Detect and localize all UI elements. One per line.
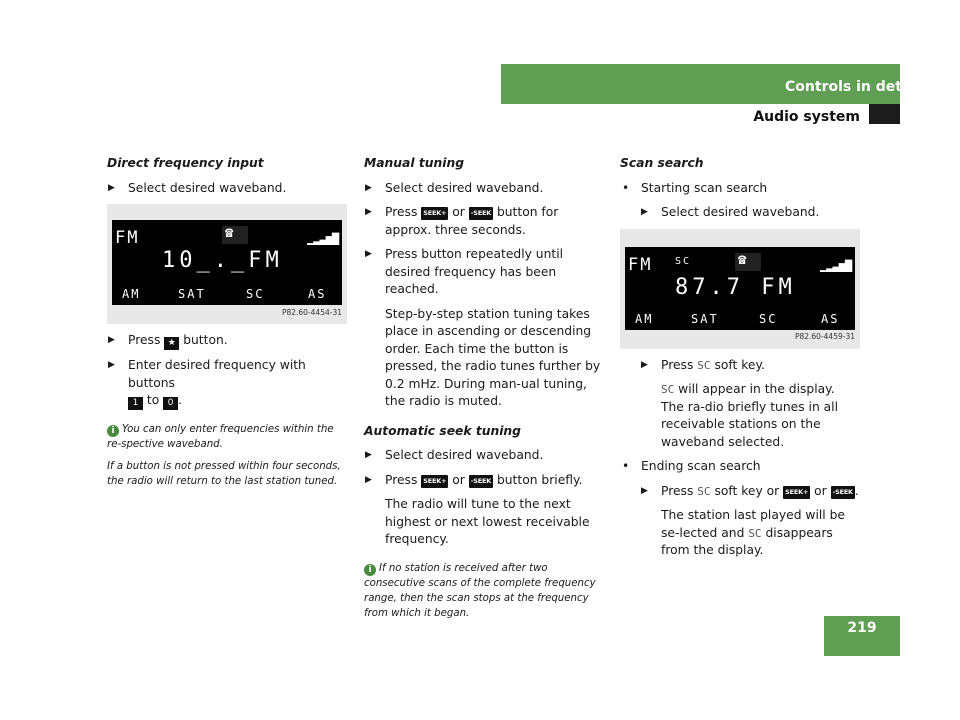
text: . (854, 483, 859, 498)
step-press-repeatedly: ▶ Press button repeatedly until desired frequency has been reached. (364, 246, 604, 299)
lcd-screen (112, 220, 342, 305)
radio-display-1 (107, 204, 347, 324)
text: The station last played will be se-lected and (661, 508, 845, 540)
lcd-screen (625, 247, 855, 330)
sc-label: SC (748, 526, 762, 540)
note-waveband (107, 422, 347, 452)
note-timeout: If a button is not pressed within four seconds, the radio will return to the last station tuned. (107, 461, 341, 487)
softkey-sc: SC (246, 287, 265, 301)
lcd-sc-indicator: SC (675, 255, 692, 267)
softkey-sat: SAT (178, 287, 206, 301)
step-press-seek-brief (364, 472, 604, 490)
paragraph-sc-appears (620, 381, 860, 451)
paragraph-step-tuning: Step-by-step station tuning takes place in ascending or descending order. Each time the button is pressed, the radio tunes further by 0.2 mHz. During man-ual tuning, the radio is muted. (385, 306, 601, 408)
phone-icon: ☎ (225, 225, 234, 241)
info-icon: i (364, 564, 376, 576)
signal-strength-icon: ▁▂▃▅▇ (307, 231, 339, 245)
phone-icon: ☎ (738, 251, 747, 268)
text: Press (661, 483, 698, 498)
header-title: Controls in detail (785, 79, 921, 95)
figure-ref: P82.60-4459-31 (794, 332, 855, 341)
text: Enter desired frequency with buttons (128, 358, 306, 390)
seek-plus-icon: SEEK+ (421, 475, 448, 488)
heading-automatic-seek: Automatic seek tuning (364, 423, 521, 438)
info-icon: i (107, 425, 119, 437)
step-select-waveband: ▶ Select desired waveband. (107, 180, 347, 198)
key-0-icon: 0 (163, 397, 178, 410)
sc-label: SC (661, 383, 675, 396)
lcd-frequency: 10_._FM (162, 248, 283, 273)
column-scan-search (620, 155, 860, 567)
softkey-as: AS (308, 287, 327, 301)
bullet-start-scan: • Starting scan search (620, 180, 860, 198)
step-select-waveband: ▶ Select desired waveband. (364, 180, 604, 198)
step-press-star (107, 332, 347, 350)
text: Press (661, 357, 698, 372)
text: soft key or (710, 483, 784, 498)
heading-direct-frequency: Direct frequency input (107, 156, 264, 170)
seek-minus-icon: -SEEK (469, 475, 493, 488)
page-number: 219 (847, 620, 877, 636)
step-press-sc (620, 357, 860, 375)
bullet-end-scan: • Ending scan search (620, 458, 860, 476)
text: . (178, 393, 183, 407)
text: disappears from the display. (661, 525, 833, 557)
header-block (869, 104, 900, 124)
lcd-band: FM (115, 228, 140, 248)
sc-label: SC (697, 358, 711, 372)
heading-manual-tuning: Manual tuning (364, 156, 464, 170)
column-manual-tuning (364, 155, 604, 628)
softkey-sc: SC (759, 311, 778, 326)
text: or (448, 205, 469, 219)
star-key-icon: ★ (164, 337, 179, 350)
text: Press (385, 472, 418, 487)
text: button. (179, 333, 228, 347)
softkey-sat: SAT (691, 311, 719, 326)
figure-ref: P82.60-4454-31 (281, 307, 342, 317)
text: soft key. (710, 357, 765, 372)
heading-scan-search: Scan search (620, 156, 704, 170)
seek-plus-icon: SEEK+ (783, 486, 810, 499)
softkey-am: AM (635, 311, 654, 326)
step-press-seek-long (364, 204, 604, 239)
text: Press (385, 205, 418, 219)
seek-minus-icon: -SEEK (831, 486, 855, 499)
note-no-station (364, 561, 604, 621)
radio-display-2 (620, 229, 860, 349)
column-direct-frequency (107, 155, 347, 496)
text: to (143, 393, 164, 407)
text: If no station is received after two consecutive scans of the complete frequency range, then the scan stops at the frequency from which it began. (364, 562, 596, 619)
text: will appear in the display. The ra-dio briefly tunes in all receivable stations on the waveband selected. (661, 382, 839, 449)
text: Press (128, 333, 161, 347)
text: or (448, 472, 469, 487)
text: button briefly. (493, 472, 583, 487)
step-end-scan (620, 483, 860, 501)
key-1-icon: 1 (128, 397, 143, 410)
seek-plus-icon: SEEK+ (421, 207, 448, 220)
header-subtitle: Audio system (753, 109, 860, 125)
text: button for approx. three seconds. (385, 205, 559, 237)
seek-minus-icon: -SEEK (469, 207, 493, 220)
step-select-waveband-2: ▶ Select desired waveband. (364, 447, 604, 465)
sc-label: SC (697, 484, 711, 498)
paragraph-seek-result: The radio will tune to the next highest or next lowest receivable frequency. (385, 497, 590, 546)
text: You can only enter frequencies within the re-spective waveband. (107, 424, 334, 450)
lcd-band: FM (628, 254, 653, 275)
step-enter-frequency (107, 357, 347, 410)
softkey-am: AM (122, 287, 141, 301)
step-select-waveband: ▶ Select desired waveband. (620, 204, 860, 222)
paragraph-scan-end (620, 507, 860, 560)
lcd-frequency: 87.7 FM (675, 274, 796, 300)
signal-strength-icon: ▁▂▃▅▇ (820, 257, 852, 272)
text: or (810, 483, 831, 498)
softkey-as: AS (821, 311, 840, 326)
